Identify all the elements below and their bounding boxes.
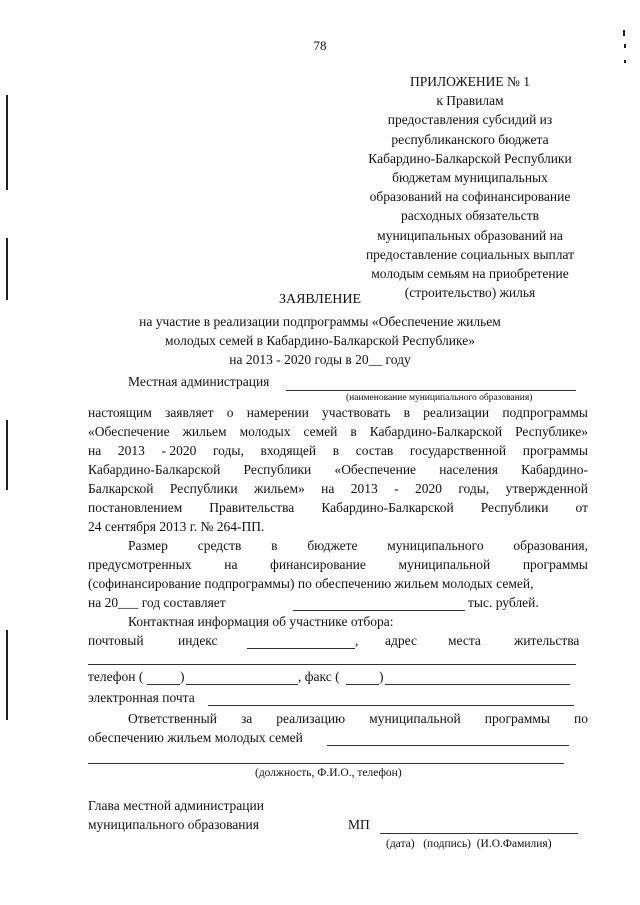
word: 2020 <box>414 481 442 496</box>
word: Республики <box>169 481 238 496</box>
word: постановлением <box>88 500 183 515</box>
word: в <box>403 405 410 420</box>
word: состав <box>355 443 394 458</box>
para1-line-3 <box>88 443 588 459</box>
word: «Обеспечение <box>334 462 417 477</box>
appendix-line: предоставление социальных выплат <box>365 246 575 262</box>
para2-line-3: (софинансирование подпрограммы) по обеспечению жильем молодых семей, <box>88 576 534 591</box>
head-line-2: муниципального образования <box>88 817 259 832</box>
word: настоящим <box>88 405 152 420</box>
word: бюджете <box>307 538 358 553</box>
word: Размер <box>128 538 168 553</box>
page-number: 78 <box>313 38 327 53</box>
resp-line-1 <box>128 711 588 727</box>
appendix-line: молодым семьям на приобретение <box>371 266 569 282</box>
para1-line-6 <box>88 500 588 516</box>
address-word: места <box>448 633 481 648</box>
fax-number-field[interactable] <box>385 684 570 685</box>
subtitle-line: на участие в реализации подпрограммы «Обеспечение жильем <box>139 314 501 329</box>
word: от <box>575 500 588 515</box>
statement-subtitle <box>80 312 560 369</box>
para2-line-1 <box>128 538 588 554</box>
scan-margin-mark <box>6 420 8 490</box>
appendix-line: бюджетам муниципальных <box>392 170 548 186</box>
word: в <box>332 443 340 458</box>
para2-line-4-start: на 20___ год составляет <box>88 595 226 610</box>
word: «Обеспечение <box>88 424 170 439</box>
para2-line-4-end: тыс. рублей. <box>468 595 539 610</box>
word: участвовать <box>322 405 391 420</box>
word: молодых <box>239 424 291 439</box>
subtitle-line: молодых семей в Кабардино-Балкарской Республике» <box>165 333 475 348</box>
appendix-line: Кабардино-Балкарской Республики <box>368 150 572 166</box>
address-field[interactable] <box>88 664 576 665</box>
para1-last-line: 24 сентября 2013 г. № 264-ПП. <box>88 519 265 534</box>
word: Кабардино-Балкарской <box>321 500 454 515</box>
word: жильем <box>182 424 227 439</box>
scan-margin-mark <box>6 238 8 300</box>
phone-number-field[interactable] <box>186 684 298 685</box>
word: образования, <box>513 538 588 553</box>
postal-word: почтовый <box>88 633 144 648</box>
word: входящей <box>260 443 317 458</box>
para1-line-2 <box>88 424 588 440</box>
word: 2013 <box>350 481 378 496</box>
statement-title: ЗАЯВЛЕНИЕ <box>278 292 362 307</box>
word: предусмотренных <box>88 557 192 572</box>
appendix-line: расходных обязательств <box>401 208 539 224</box>
word: - 2020 <box>161 443 197 458</box>
word: утвержденной <box>505 481 588 496</box>
word: за <box>240 711 253 726</box>
postal-index-field[interactable] <box>247 648 355 649</box>
word: реализации <box>423 405 490 420</box>
word: муниципальной <box>398 557 491 572</box>
word: программы <box>484 711 550 726</box>
word: заявляет <box>164 405 214 420</box>
word: населения <box>439 462 498 477</box>
contact-label: Контактная информация об участнике отбора: <box>128 614 394 629</box>
appendix-line: образований на софинансирование <box>369 189 571 205</box>
word: финансирование <box>270 557 366 572</box>
word: семей <box>303 424 338 439</box>
phone-close: ) <box>180 669 185 684</box>
scan-margin-mark <box>6 95 8 190</box>
word: Балкарской <box>88 481 154 496</box>
word: жильем» <box>254 481 305 496</box>
word: годы, <box>458 481 490 496</box>
word: на <box>224 557 238 572</box>
scan-margin-mark <box>6 630 8 720</box>
para1-line-5 <box>88 481 588 497</box>
scan-margin-mark <box>624 60 626 63</box>
address-comma: , <box>355 633 359 648</box>
email-label: электронная почта <box>88 690 195 705</box>
word: средств <box>197 538 242 553</box>
word: Правительства <box>209 500 295 515</box>
word: подпрограммы <box>502 405 588 420</box>
word: намерении <box>246 405 309 420</box>
appendix-line: республиканского бюджета <box>391 131 549 147</box>
admin-name-field[interactable] <box>286 390 576 391</box>
appendix-line: предоставления субсидий из <box>387 112 553 128</box>
word: муниципальной <box>369 711 461 726</box>
word: в <box>271 538 278 553</box>
word: в <box>350 424 357 439</box>
signature-field[interactable] <box>380 833 578 834</box>
responsible-field[interactable] <box>327 745 569 746</box>
head-line-1: Глава местной администрации <box>88 798 264 813</box>
word: 2013 <box>117 443 145 458</box>
admin-hint: (наименование муниципального образования) <box>346 393 533 403</box>
resp-hint: (должность, Ф.И.О., телефон) <box>255 767 402 779</box>
subtitle-line: на 2013 - 2020 годы в 20__ году <box>229 352 411 367</box>
word: реализацию <box>276 711 346 726</box>
word: программы <box>522 443 588 458</box>
para1-line-1 <box>88 405 588 421</box>
word: Республики <box>480 500 549 515</box>
stamp-label: МП <box>348 817 370 832</box>
appendix-line: к Правилам <box>436 93 504 109</box>
word: Кабардино- <box>521 462 588 477</box>
word: на <box>321 481 335 496</box>
appendix-line: муниципальных образований на <box>377 227 563 243</box>
word: на <box>88 443 102 458</box>
word: муниципального <box>387 538 484 553</box>
para1-line-4 <box>88 462 588 478</box>
email-field[interactable] <box>208 705 574 706</box>
para2-line-2 <box>88 557 588 573</box>
amount-field[interactable] <box>293 610 465 611</box>
word: Ответственный <box>128 711 217 726</box>
appendix-line: (строительство) жилья <box>404 285 536 301</box>
word: государственной <box>409 443 507 458</box>
fax-close: ) <box>379 669 384 684</box>
word: Кабардино-Балкарской <box>369 424 503 439</box>
word: Республики <box>243 462 312 477</box>
fax-code-field[interactable] <box>346 684 379 685</box>
word: - <box>394 481 399 496</box>
address-word: жительства <box>514 633 580 648</box>
fax-label: , факс ( <box>298 669 340 684</box>
scan-margin-mark <box>623 30 625 36</box>
word: по <box>573 711 588 726</box>
word: Кабардино-Балкарской <box>88 462 221 477</box>
signature-hint: (дата) (подпись) (И.О.Фамилия) <box>386 838 552 850</box>
postal-word: индекс <box>178 633 218 648</box>
phone-code-field[interactable] <box>147 684 180 685</box>
address-word: адрес <box>385 633 417 648</box>
appendix-title: ПРИЛОЖЕНИЕ № 1 <box>409 74 531 89</box>
word: Республике» <box>515 424 588 439</box>
phone-label: телефон ( <box>88 669 144 684</box>
responsible-field-2[interactable] <box>88 763 564 764</box>
appendix-block <box>340 72 600 302</box>
admin-label: Местная администрация <box>128 374 270 389</box>
resp-line-2: обеспечению жильем молодых семей <box>88 730 303 745</box>
word: о <box>226 405 234 420</box>
word: годы, <box>212 443 244 458</box>
word: программы <box>522 557 588 572</box>
